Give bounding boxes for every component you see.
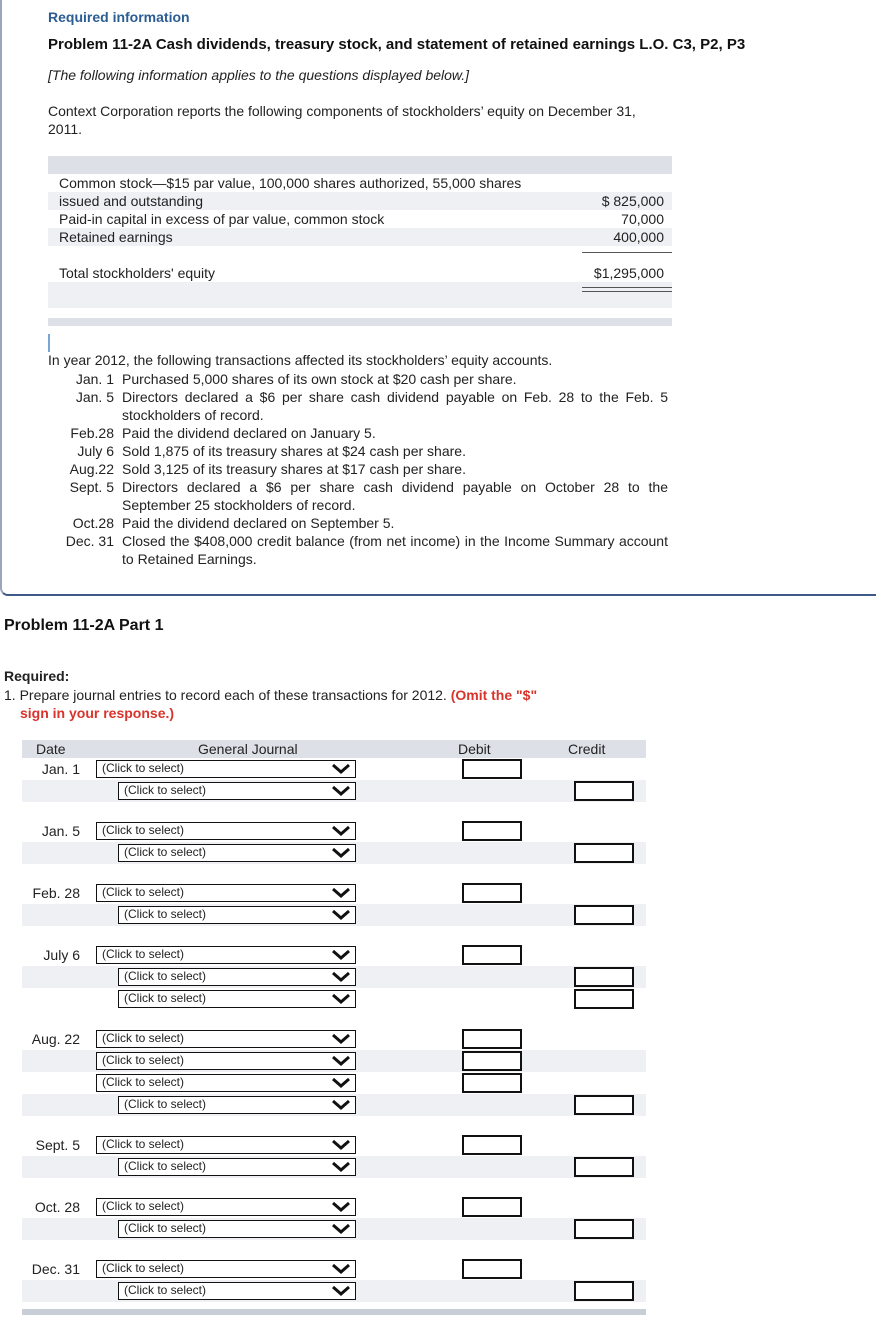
general-journal-table — [22, 740, 646, 1315]
equity-label: Retained earnings — [59, 229, 173, 245]
debit-amount-input[interactable] — [462, 1073, 522, 1093]
transactions-intro: In year 2012, the following transactions affected its stockholders’ equity accounts. — [48, 352, 553, 368]
journal-entry-date: Dec. 31 — [31, 1261, 80, 1277]
credit-amount-input[interactable] — [574, 843, 634, 863]
select-placeholder: (Click to select) — [102, 761, 185, 775]
debit-amount-input[interactable] — [462, 945, 522, 965]
chevron-down-icon[interactable] — [330, 783, 352, 799]
transaction-text: Directors declared a $6 per share cash dividend payable on October 28 to the September 25 stockholders of record. — [122, 479, 668, 513]
transaction-date: Jan. 5 — [75, 389, 114, 405]
debit-account-select[interactable] — [96, 884, 356, 902]
transaction-date: Aug.22 — [69, 461, 114, 477]
transaction-text: Closed the $408,000 credit balance (from net income) in the Income Summary account to Retained Earnings. — [122, 533, 668, 567]
total-double-rule-bottom — [582, 291, 672, 292]
chevron-down-icon[interactable] — [330, 991, 352, 1007]
journal-header — [22, 740, 646, 758]
requirement-main: 1. Prepare journal entries to record each of these transactions for 2012. — [4, 687, 447, 703]
table-header-bar — [48, 156, 672, 174]
col-general-journal: General Journal — [198, 741, 298, 757]
equity-amount: $ 825,000 — [601, 193, 664, 209]
chevron-down-icon[interactable] — [330, 761, 352, 777]
chevron-down-icon[interactable] — [330, 1261, 352, 1277]
debit-account-select[interactable] — [96, 1030, 356, 1048]
credit-account-select[interactable] — [118, 844, 356, 862]
chevron-down-icon[interactable] — [330, 947, 352, 963]
credit-account-select[interactable] — [118, 968, 356, 986]
transaction-text: Sold 3,125 of its treasury shares at $17 cash per share. — [122, 461, 466, 477]
journal-entry-date: July 6 — [43, 947, 80, 963]
credit-account-select[interactable] — [118, 1096, 356, 1114]
transaction-text: Paid the dividend declared on September 5. — [122, 515, 395, 531]
debit-account-select[interactable] — [96, 1136, 356, 1154]
bracket-note: [The following information applies to the questions displayed below.] — [48, 67, 470, 83]
select-placeholder: (Click to select) — [102, 1199, 185, 1213]
debit-amount-input[interactable] — [462, 821, 522, 841]
debit-amount-input[interactable] — [462, 1259, 522, 1279]
equity-total-amount: $1,295,000 — [593, 265, 664, 281]
equity-row-common-stock-2 — [48, 192, 672, 210]
total-double-rule-top — [582, 287, 672, 288]
omit-dollar-note-1: (Omit the "$" — [450, 687, 538, 703]
transaction-text: Directors declared a $6 per share cash dividend payable on Feb. 28 to the Feb. 5 stockholders of record. — [122, 389, 668, 423]
credit-account-select[interactable] — [118, 782, 356, 800]
chevron-down-icon[interactable] — [330, 1137, 352, 1153]
chevron-down-icon[interactable] — [330, 845, 352, 861]
select-placeholder: (Click to select) — [124, 991, 207, 1005]
select-placeholder: (Click to select) — [102, 1261, 185, 1275]
select-placeholder: (Click to select) — [124, 1283, 207, 1297]
select-placeholder: (Click to select) — [102, 1075, 185, 1089]
part-title: Problem 11-2A Part 1 — [4, 617, 164, 634]
credit-amount-input[interactable] — [574, 1095, 634, 1115]
credit-account-select[interactable] — [118, 906, 356, 924]
chevron-down-icon[interactable] — [330, 1075, 352, 1091]
requirement-text — [4, 686, 624, 722]
chevron-down-icon[interactable] — [330, 1053, 352, 1069]
credit-amount-input[interactable] — [574, 967, 634, 987]
equity-amount: 400,000 — [613, 229, 664, 245]
problem-title: Problem 11-2A Cash dividends, treasury stock, and statement of retained earnings L.O. C3, P2, P3 — [48, 36, 746, 53]
transaction-date: Dec. 31 — [65, 533, 114, 549]
select-placeholder: (Click to select) — [102, 947, 185, 961]
transaction-date: Sept. 5 — [69, 479, 114, 495]
journal-entry-date: Aug. 22 — [31, 1031, 80, 1047]
debit-amount-input[interactable] — [462, 759, 522, 779]
journal-entry-date: Jan. 5 — [41, 823, 80, 839]
credit-amount-input[interactable] — [574, 1281, 634, 1301]
journal-entry-date: Jan. 1 — [41, 761, 80, 777]
equity-label: Paid-in capital in excess of par value, common stock — [59, 211, 385, 227]
chevron-down-icon[interactable] — [330, 1031, 352, 1047]
debit-amount-input[interactable] — [462, 883, 522, 903]
transaction-text: Paid the dividend declared on January 5. — [122, 425, 376, 441]
col-credit: Credit — [568, 741, 606, 757]
equity-row-common-stock — [48, 174, 672, 192]
debit-account-select[interactable] — [96, 1260, 356, 1278]
chevron-down-icon[interactable] — [330, 885, 352, 901]
context-text: Context Corporation reports the following components of stockholders’ equity on December 31, 2011. — [48, 103, 636, 137]
transaction-date: Oct.28 — [72, 515, 114, 531]
col-date: Date — [36, 741, 66, 757]
debit-amount-input[interactable] — [462, 1051, 522, 1071]
equity-row-total — [48, 264, 672, 282]
credit-amount-input[interactable] — [574, 989, 634, 1009]
select-placeholder: (Click to select) — [102, 1137, 185, 1151]
journal-footer-bar — [22, 1309, 646, 1315]
select-placeholder: (Click to select) — [102, 1053, 185, 1067]
chevron-down-icon[interactable] — [330, 1199, 352, 1215]
chevron-down-icon[interactable] — [330, 1159, 352, 1175]
select-placeholder: (Click to select) — [124, 1159, 207, 1173]
select-placeholder: (Click to select) — [102, 885, 185, 899]
equity-total-label: Total stockholders' equity — [59, 265, 215, 281]
required-information-panel — [0, 0, 876, 596]
transaction-date: July 6 — [77, 443, 114, 459]
transaction-text: Purchased 5,000 shares of its own stock at $20 cash per share. — [122, 371, 517, 387]
select-placeholder: (Click to select) — [124, 845, 207, 859]
debit-account-select[interactable] — [96, 1052, 356, 1070]
chevron-down-icon[interactable] — [330, 1097, 352, 1113]
select-placeholder: (Click to select) — [102, 1031, 185, 1045]
chevron-down-icon[interactable] — [330, 907, 352, 923]
credit-amount-input[interactable] — [574, 1157, 634, 1177]
equity-label: Common stock—$15 par value, 100,000 shares authorized, 55,000 shares — [59, 175, 522, 191]
journal-entry-date: Sept. 5 — [35, 1137, 80, 1153]
debit-account-select[interactable] — [96, 760, 356, 778]
transaction-date: Jan. 1 — [75, 371, 114, 387]
debit-amount-input[interactable] — [462, 1135, 522, 1155]
equity-amount: 70,000 — [621, 211, 664, 227]
credit-account-select[interactable] — [118, 1158, 356, 1176]
select-placeholder: (Click to select) — [124, 783, 207, 797]
chevron-down-icon[interactable] — [330, 969, 352, 985]
equity-row-paid-in-capital — [48, 210, 672, 228]
debit-amount-input[interactable] — [462, 1197, 522, 1217]
select-placeholder: (Click to select) — [124, 907, 207, 921]
credit-amount-input[interactable] — [574, 905, 634, 925]
debit-account-select[interactable] — [96, 1198, 356, 1216]
col-debit: Debit — [458, 741, 491, 757]
credit-amount-input[interactable] — [574, 1219, 634, 1239]
debit-account-select[interactable] — [96, 1074, 356, 1092]
text-cursor-marker — [48, 334, 50, 352]
journal-entry-date: Oct. 28 — [34, 1199, 80, 1215]
select-placeholder: (Click to select) — [124, 969, 207, 983]
credit-amount-input[interactable] — [574, 781, 634, 801]
required-information-label: Required information — [48, 9, 190, 25]
omit-dollar-note-2: sign in your response.) — [20, 705, 175, 721]
equity-row-blank — [48, 282, 672, 308]
journal-entry-date: Feb. 28 — [32, 885, 80, 901]
chevron-down-icon[interactable] — [330, 1221, 352, 1237]
equity-row-retained-earnings — [48, 228, 672, 246]
chevron-down-icon[interactable] — [330, 823, 352, 839]
debit-account-select[interactable] — [96, 946, 356, 964]
debit-account-select[interactable] — [96, 822, 356, 840]
credit-account-select[interactable] — [118, 1220, 356, 1238]
transaction-date: Feb.28 — [70, 425, 114, 441]
select-placeholder: (Click to select) — [102, 823, 185, 837]
required-label: Required: — [4, 668, 70, 684]
table-footer-bar — [48, 318, 672, 326]
subtotal-rule — [582, 252, 672, 253]
transaction-text: Sold 1,875 of its treasury shares at $24 cash per share. — [122, 443, 466, 459]
debit-amount-input[interactable] — [462, 1029, 522, 1049]
credit-account-select[interactable] — [118, 990, 356, 1008]
select-placeholder: (Click to select) — [124, 1221, 207, 1235]
select-placeholder: (Click to select) — [124, 1097, 207, 1111]
credit-account-select[interactable] — [118, 1282, 356, 1300]
chevron-down-icon[interactable] — [330, 1283, 352, 1299]
equity-label: issued and outstanding — [59, 193, 203, 209]
